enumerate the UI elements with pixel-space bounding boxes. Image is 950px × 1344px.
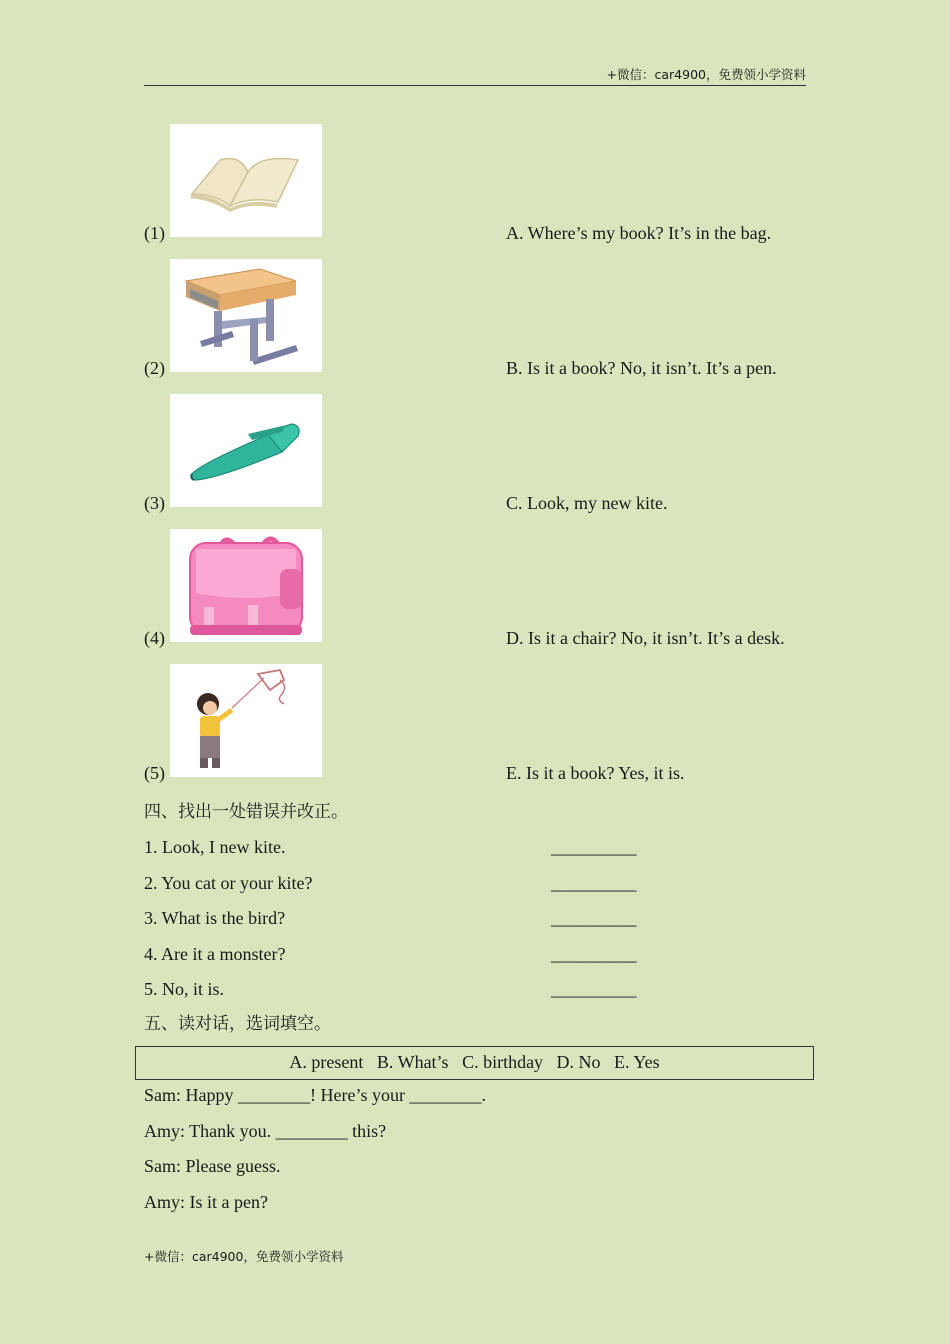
section4-item-3: 3. What is the bird? (144, 908, 286, 928)
pen-icon (170, 394, 322, 507)
option-e: E. Is it a book? Yes, it is. (506, 763, 685, 783)
section4-item-5: 5. No, it is. (144, 979, 225, 999)
page-header: +微信：car4900，免费领小学资料 (144, 66, 806, 86)
item-number: (5) (144, 763, 165, 783)
match-row-5 (144, 664, 824, 784)
desk-icon (170, 259, 322, 372)
dialogue-line-3: Sam: Please guess. (144, 1156, 281, 1176)
item-number: (3) (144, 493, 165, 513)
item-number: (4) (144, 628, 165, 648)
dialogue-line-2: Amy: Thank you. ________ this? (144, 1121, 387, 1141)
dialogue-line-1: Sam: Happy ________! Here’s your ________. (144, 1085, 486, 1105)
answer-blank-2[interactable]: __________ (551, 873, 636, 893)
section4-item-2: 2. You cat or your kite? (144, 873, 313, 893)
option-a: A. Where’s my book? It’s in the bag. (506, 223, 772, 243)
section4-item-4: 4. Are it a monster? (144, 944, 286, 964)
match-row-1 (144, 124, 824, 244)
option-d: D. Is it a chair? No, it isn’t. It’s a desk. (506, 628, 785, 648)
match-row-3 (144, 394, 824, 514)
match-row-2 (144, 259, 824, 379)
section4-item-1: 1. Look, I new kite. (144, 837, 286, 857)
option-b: B. Is it a book? No, it isn’t. It’s a pen. (506, 358, 777, 378)
item-number: (2) (144, 358, 165, 378)
word-bank: A. present B. What’s C. birthday D. No E. Yes (135, 1046, 814, 1080)
option-c: C. Look, my new kite. (506, 493, 668, 513)
dialogue-line-4: Amy: Is it a pen? (144, 1192, 268, 1212)
match-row-4 (144, 529, 824, 649)
page-footer: +微信：car4900，免费领小学资料 (144, 1249, 344, 1264)
book-icon (170, 124, 322, 237)
section4-title: 四、找出一处错误并改正。 (144, 802, 348, 822)
item-number: (1) (144, 223, 165, 243)
answer-blank-4[interactable]: __________ (551, 944, 636, 964)
section5-title: 五、读对话，选词填空。 (144, 1014, 331, 1034)
answer-blank-1[interactable]: __________ (551, 837, 636, 857)
bag-icon (170, 529, 322, 642)
kite-girl-icon (170, 664, 322, 777)
answer-blank-5[interactable]: __________ (551, 979, 636, 999)
answer-blank-3[interactable]: __________ (551, 908, 636, 928)
